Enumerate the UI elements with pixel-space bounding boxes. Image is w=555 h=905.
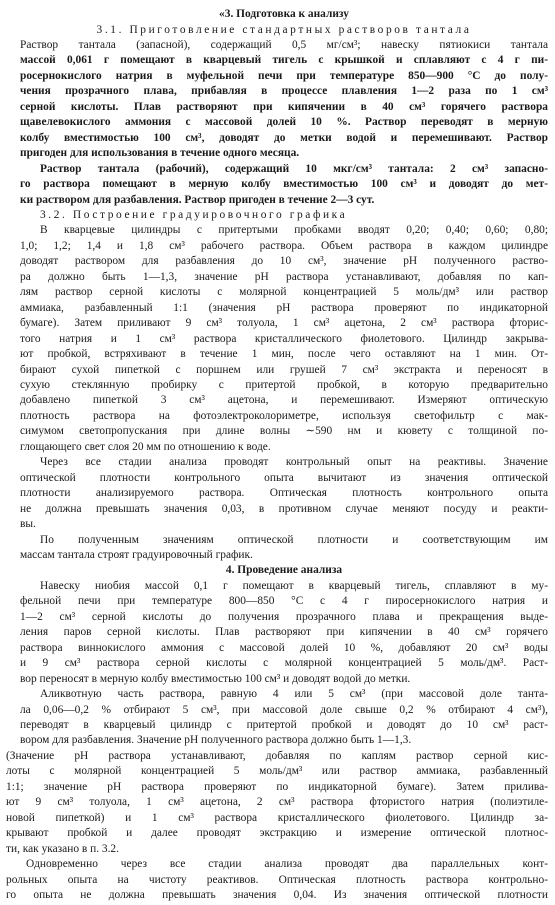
text-line: го раствора помещают в мерную колбу вместимостью 100 см³ и доводят до мет- — [20, 178, 548, 190]
text-line: массам тантала строят градуировочный график. — [20, 549, 253, 561]
text-line: оптической плотности контрольного опыта вычитают из значения оптической — [20, 471, 548, 484]
text-line: переводят в кварцевый цилиндр с притертой пробкой и доводят до 10 см³ раст- — [20, 719, 548, 731]
text-line: Раствор тантала (рабочий), содержащий 10 мкг/см³ тантала: 2 см³ запасно- — [40, 162, 548, 175]
text-line: вы. — [20, 518, 36, 531]
text-line: Одновременно через все стадии анализа проводят два параллельных конт- — [26, 858, 548, 871]
text-line: новой пипеткой) и 1 см³ раствора кристаллического фиолетового. Цилиндр за- — [6, 811, 548, 824]
text-line: симумом светопропускания при длине волны ∼590 нм и кювету с толщиной по- — [20, 425, 548, 438]
text-line: лям раствор серной кислоты с молярной концентрацией 5 моль/дм³ или раствор — [20, 286, 548, 299]
text-line: лоты с молярной концентрацией 5 моль/дм³ или раствор аммиака, разбавленный — [6, 765, 548, 778]
text-line: ла 0,06—0,2 % отбирают 5 см³, при массовой доле свыше 0,2 % отбирают 4 см³), — [20, 703, 548, 716]
text-line: вором для разбавления. Значение pH полученного раствора должно быть 1—1,3. — [20, 734, 412, 747]
text-line: го опыта не должна превышать значения 0,04. Из значения оптической плотности — [6, 889, 548, 901]
text-line: ют 9 см³ толуола, 1 см³ ацетона, 2 см³ раствора фтористого натрия (полиэтиле- — [6, 796, 548, 809]
text-line: не должна превышать значения 0,03, в противном случае меняют посуду и реакти- — [20, 502, 548, 515]
text-line: колбу вместимостью 100 см³, доводят до метки водой и перемешивают. Раствор — [20, 131, 548, 144]
text-line: раствора виннокислого аммония с массовой долей 10 %, добавляют 20 см³ воды — [20, 641, 548, 654]
text-line: 1,0; 1,2; 1,4 и 1,8 см³ рабочего раствора. Объем раствора в каждом цилиндре — [20, 239, 548, 252]
text-line: глощающего свет слоя 20 мм по отношению к воде. — [20, 440, 271, 453]
text-line: крывают пробкой и далее проводят экстракцию и измерение оптической плотнос- — [6, 827, 548, 840]
text-line: росернокислого натрия в муфельной печи при температуре 850—900 °С до полу- — [20, 69, 548, 82]
text-line: плотность раствора на фотоэлектроколориметре, используя светофильтр с мак- — [20, 409, 548, 422]
text-line: того натрия и 1 см³ раствора кристаллического фиолетового. Цилиндр закрыва- — [20, 332, 548, 345]
text-line: ления паров серной кислоты. Плав растворяют при кипячении в 40 см³ горячего — [20, 626, 548, 639]
text-line: аммиака, разбавленный 1:1 (значения pH раствора проверяют по индикаторной — [20, 301, 548, 314]
text-line: фельной печи при температуре 800—850 °С с 4 г пиросернокислого натрия и — [20, 595, 548, 608]
section-4-heading: 4. Проведение анализа — [225, 564, 343, 577]
text-line: чения прозрачного плава, прибавляя в процессе плавления 1—2 раза по 1 см³ — [20, 85, 548, 98]
text-line: Раствор тантала (запасной), содержащий 0,5 мг/см³; навеску пятиокиси тантала — [20, 38, 548, 51]
text-line: и 9 см³ раствора серной кислоты с молярной концентрацией 5 моль/дм³. Раст- — [20, 657, 548, 670]
text-line: В кварцевые цилиндры с притертыми пробками вводят 0,20; 0,40; 0,60; 0,80; — [40, 224, 548, 237]
text-line: ра должно быть 1—1,3, значение pH раствора устанавливают, добавляя по кап- — [20, 270, 548, 283]
text-line: Через все стадии анализа проводят контрольный опыт на реактивы. Значение — [40, 456, 548, 469]
text-line: ти, как указано в п. 3.2. — [6, 842, 119, 855]
text-line: рольных опыта на чистоту реактивов. Оптическая плотность раствора контрольно- — [6, 873, 548, 886]
text-line: щавелевокислого аммония с массовой долей 10 %. Раствор переводят в мерную — [20, 116, 548, 129]
text-line: 1—2 см³ серной кислоты до получения прозрачного плава и прекращения выде- — [20, 610, 548, 623]
text-line: бирают сухой пипеткой с поршнем или грушей 7 см³ экстракта и переносят в — [20, 363, 548, 376]
text-line: бумаге). Затем приливают 9 см³ толуола, 1 см³ ацетона, 2 см³ раствора фторис- — [20, 317, 548, 330]
subsection-3-2-heading: 3.2. Построение градуировочного графика — [40, 208, 348, 221]
text-line: ки раствором для разбавления. Раствор пригоден в течение 2—3 сут. — [20, 193, 375, 206]
text-line: вор переносят в мерную колбу вместимостью 100 см³ и доводят водой до метки. — [20, 672, 411, 685]
text-line: Навеску ниобия массой 0,1 г помещают в кварцевый тигель, сплавляют в му- — [40, 579, 548, 592]
text-line: 1:1; значение pH раствора проверяют по индикаторной бумаге). Затем прилива- — [6, 780, 548, 793]
text-line: сухую стеклянную пробирку с притертой пробкой, в которую предварительно — [20, 378, 548, 391]
text-line: ют пробкой, встряхивают в течение 1 мин, после чего оставляют на 1 мин. От- — [20, 348, 548, 360]
text-line: добавлено пипеткой 3 см³ ацетона, и перемешивают. Измеряют оптическую — [20, 394, 548, 407]
text-line: По полученным значениям оптической плотности и соответствующим им — [40, 533, 548, 546]
text-line: серной кислоты. Плав растворяют при кипячении в 40 см³ горячего раствора — [20, 100, 548, 113]
text-line: доводят раствором для разбавления до 10 см³, значение pH полученного раство- — [20, 255, 548, 268]
section-3-heading: «3. Подготовка к анализу — [219, 8, 349, 20]
text-line: (Значение pH раствора устанавливают, добавляя по каплям раствор серной кис- — [6, 749, 548, 762]
text-line: Аликвотную часть раствора, равную 4 или 5 см³ (при массовой доле танта- — [40, 688, 548, 701]
text-line: плотности анализируемого раствора. Оптическая плотность контрольного опыта — [20, 487, 548, 500]
subsection-3-1-heading: 3.1. Приготовление стандартных растворов тантала — [96, 23, 472, 36]
text-line: массой 0,061 г помещают в кварцевый тигель с крышкой и сплавляют с 4 г пи- — [20, 54, 548, 67]
text-line: пригоден для использования в течение одного месяца. — [20, 147, 300, 160]
